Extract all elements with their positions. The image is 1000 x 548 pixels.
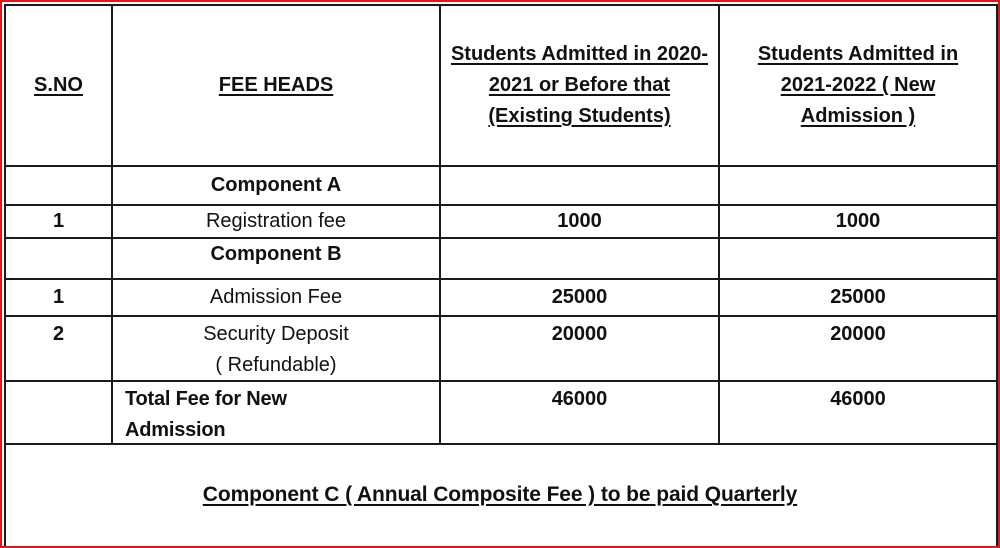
table-row-new xyxy=(720,206,996,237)
sno-value: 1 xyxy=(52,210,65,232)
header-new-admission xyxy=(720,6,996,165)
header-new-admission-label: Students Admitted in 2021-2022 ( New Admission ) xyxy=(757,43,959,127)
table-row-existing xyxy=(441,317,718,380)
table-row-component-a-head xyxy=(113,167,439,204)
table-row-component-b-head xyxy=(113,239,439,278)
total-new-amount: 46000 xyxy=(830,388,886,410)
section-label: Component B xyxy=(210,243,342,265)
table-row-total-new xyxy=(720,382,996,443)
table-row-total-label xyxy=(113,382,439,443)
new-amount: 25000 xyxy=(830,286,886,308)
table-row-new xyxy=(720,280,996,315)
header-fee-heads-label: FEE HEADS xyxy=(218,74,334,96)
table-row-existing xyxy=(441,206,718,237)
table-row-fee-head xyxy=(113,206,439,237)
total-existing-amount: 46000 xyxy=(551,388,608,410)
table-row-sno xyxy=(6,206,111,237)
header-fee-heads xyxy=(113,6,439,165)
table-row-sno xyxy=(6,280,111,315)
table-row-sno xyxy=(6,317,111,380)
table-row-new xyxy=(720,317,996,380)
grid-line xyxy=(996,4,998,548)
header-sno-label: S.NO xyxy=(34,74,83,96)
new-amount: 1000 xyxy=(835,210,881,232)
sno-value: 2 xyxy=(52,323,65,345)
header-existing-students-label: Students Admitted in 2020-2021 or Before that (Existing Students) xyxy=(450,43,709,127)
component-c-title xyxy=(4,444,996,546)
header-sno xyxy=(6,6,111,165)
table-row-fee-head xyxy=(113,280,439,315)
sno-value: 1 xyxy=(52,286,65,308)
existing-amount: 20000 xyxy=(551,323,608,345)
header-existing-students xyxy=(441,6,718,165)
existing-amount: 25000 xyxy=(551,286,608,308)
section-label: Component A xyxy=(210,174,342,196)
total-label: Total Fee for New Admission xyxy=(125,388,287,441)
table-row-total-existing xyxy=(441,382,718,443)
fee-head-value: Security Deposit ( Refundable) xyxy=(203,323,349,376)
existing-amount: 1000 xyxy=(557,210,602,232)
table-row-existing xyxy=(441,280,718,315)
component-c-title-text: Component C ( Annual Composite Fee ) to be paid Quarterly xyxy=(202,483,798,506)
table-row-fee-head xyxy=(113,317,439,380)
fee-head-value: Admission Fee xyxy=(209,286,343,308)
fee-head-value: Registration fee xyxy=(205,210,347,232)
new-amount: 20000 xyxy=(830,323,886,345)
